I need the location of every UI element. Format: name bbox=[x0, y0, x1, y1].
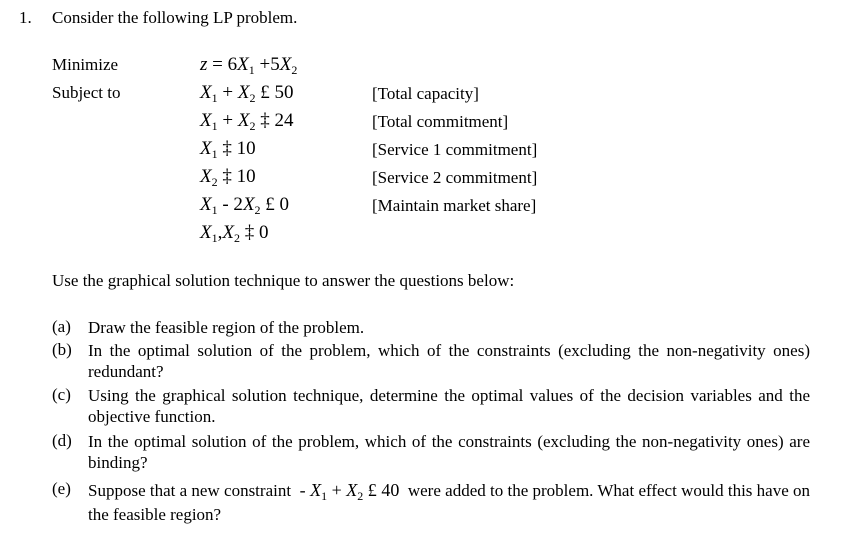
instruction-text: Use the graphical solution technique to answer the questions below: bbox=[52, 271, 515, 290]
constraint-non-negativity: $X_1,X_2$ ‡ 0 bbox=[200, 222, 269, 245]
note-service-2: [Service 2 commitment] bbox=[372, 168, 538, 187]
note-total-commitment: [Total commitment] bbox=[372, 112, 509, 131]
problem-intro: Consider the following LP problem. bbox=[52, 8, 298, 27]
question-e-constraint: - $X_1 + X_2$ £ 40 bbox=[299, 480, 400, 503]
note-market-share: [Maintain market share] bbox=[372, 196, 537, 215]
question-e-label: (e) bbox=[52, 479, 71, 498]
constraint-market-share: $X_1 - 2X_2$ £ 0 bbox=[200, 194, 290, 217]
note-total-capacity: [Total capacity] bbox=[372, 84, 479, 103]
constraint-service-2: $X_2$ ‡ 10 bbox=[200, 166, 256, 189]
constraint-total-commitment: $X_1 + X_2$ ‡ 24 bbox=[200, 110, 294, 133]
question-b-label: (b) bbox=[52, 340, 72, 359]
question-d-label: (d) bbox=[52, 431, 72, 450]
question-a-text: Draw the feasible region of the problem. bbox=[88, 318, 365, 337]
question-d-text: In the optimal solution of the problem, which of the constraints (excluding the non-negativity ones) are binding? bbox=[88, 432, 810, 472]
question-a-label: (a) bbox=[52, 317, 71, 336]
question-e-text: Suppose that a new constraint - $X_1 + X_2$ £ 40 were added to the problem. What effect would this have on the feasible region? bbox=[88, 480, 811, 524]
constraint-total-capacity: $X_1 + X_2$ £ 50 bbox=[200, 82, 294, 105]
question-c-label: (c) bbox=[52, 385, 71, 404]
question-c-text: Using the graphical solution technique, determine the optimal values of the decision variables and the objective function. bbox=[88, 386, 810, 426]
minimize-label: Minimize bbox=[52, 55, 119, 74]
objective-function: $z = 6X_1 +5X_2$ bbox=[200, 54, 298, 77]
question-b-text: In the optimal solution of the problem, which of the constraints (excluding the non-negativity ones) redundant? bbox=[88, 341, 810, 381]
constraint-service-1: $X_1$ ‡ 10 bbox=[200, 138, 256, 161]
subject-to-label: Subject to bbox=[52, 83, 121, 102]
note-service-1: [Service 1 commitment] bbox=[372, 140, 538, 159]
problem-number: 1. bbox=[19, 8, 32, 27]
